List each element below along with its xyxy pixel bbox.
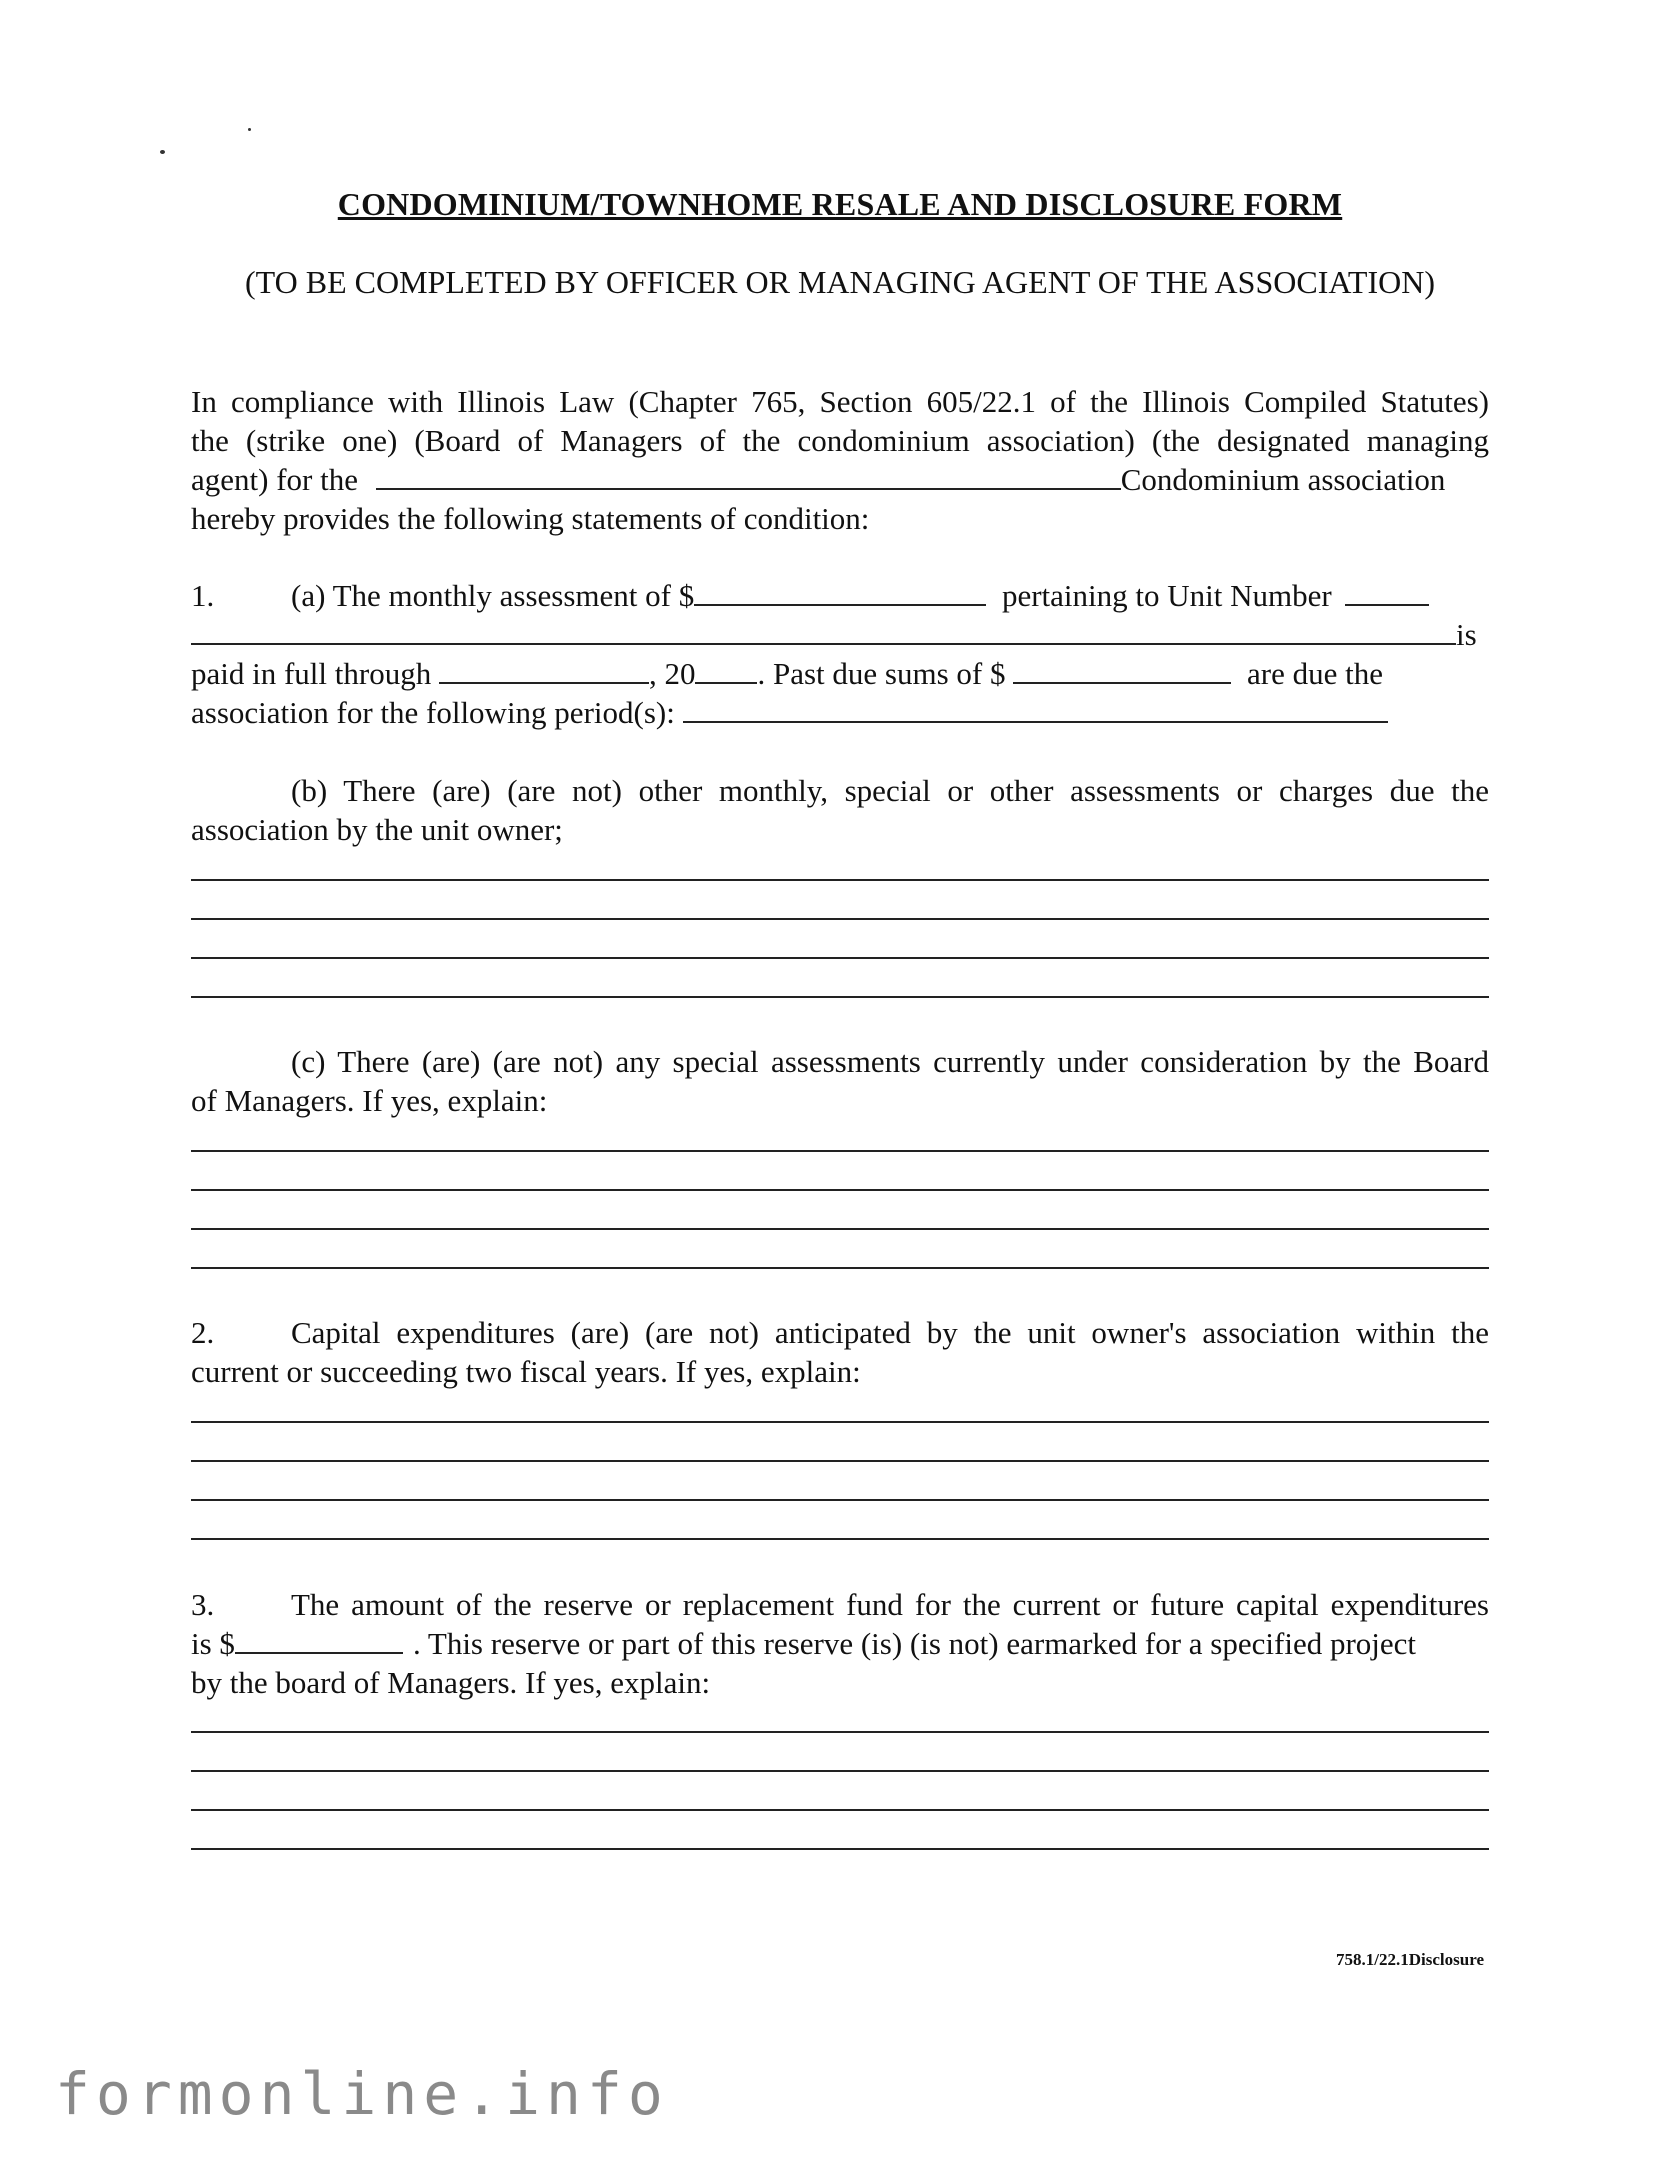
unit-description-field[interactable]: [191, 615, 1456, 645]
form-subtitle: (TO BE COMPLETED BY OFFICER OR MANAGING AGENT OF THE ASSOCIATION): [245, 264, 1435, 300]
item1-c-paragraph: [191, 1042, 1489, 1081]
item3-number: 3.: [191, 1587, 215, 1622]
item3-line-1: The amount of the reserve or replacement fund for the current or future capital expenditures: [291, 1587, 1489, 1622]
item2-explain-line-2[interactable]: [191, 1460, 1489, 1462]
item3-explain-line-4[interactable]: [191, 1848, 1489, 1850]
reserve-amount-field[interactable]: [235, 1624, 403, 1654]
intro-line-4: hereby provides the following statements of condition:: [191, 501, 870, 536]
item2-line-1: Capital expenditures (are) (are not) anticipated by the unit owner's association within the: [291, 1315, 1489, 1350]
item1-periods-line: association for the following period(s):: [191, 693, 1489, 732]
item1-a-line: 1. (a) The monthly assessment of $ pertaining to Unit Number: [191, 576, 1489, 615]
paid-through-field[interactable]: [439, 654, 649, 684]
intro-paragraph: [191, 382, 1489, 460]
scan-speck: [248, 128, 251, 131]
intro-line-3: agent) for the Condominium association: [191, 462, 1446, 497]
item2-number: 2.: [191, 1315, 215, 1350]
intro-line-1: In compliance with Illinois Law (Chapter 765, Section 605/22.1 of the Illinois Compiled Statutes): [191, 384, 1489, 419]
unit-number-field[interactable]: [1345, 576, 1429, 606]
monthly-assessment-field[interactable]: [694, 576, 986, 606]
item2-paragraph: [191, 1313, 1489, 1352]
item1-c-line-2: of Managers. If yes, explain:: [191, 1083, 548, 1118]
c-explain-line-4[interactable]: [191, 1267, 1489, 1269]
item3-paragraph: [191, 1585, 1489, 1624]
c-explain-line-3[interactable]: [191, 1228, 1489, 1230]
item2-line-2: current or succeeding two fiscal years. If yes, explain:: [191, 1354, 861, 1389]
periods-field[interactable]: [683, 693, 1388, 723]
c-explain-line-1[interactable]: [191, 1150, 1489, 1152]
item2-explain-line-3[interactable]: [191, 1499, 1489, 1501]
item3-explain-line-2[interactable]: [191, 1770, 1489, 1772]
item3-line-3: by the board of Managers. If yes, explain:: [191, 1665, 711, 1700]
b-explain-line-4[interactable]: [191, 996, 1489, 998]
association-name-field[interactable]: [376, 460, 1121, 490]
form-code: 758.1/22.1Disclosure: [1336, 1950, 1484, 1969]
c-explain-line-2[interactable]: [191, 1189, 1489, 1191]
past-due-field[interactable]: [1013, 654, 1231, 684]
item1-c-line-1: (c) There (are) (are not) any special assessments currently under consideration by the Board: [291, 1044, 1489, 1079]
item1-unit-line: is: [191, 615, 1489, 654]
item1-paid-line: paid in full through , 20 . Past due sums of $ are due the: [191, 656, 1383, 691]
b-explain-line-3[interactable]: [191, 957, 1489, 959]
item3-explain-line-1[interactable]: [191, 1731, 1489, 1733]
paid-year-field[interactable]: [695, 654, 757, 684]
b-explain-line-2[interactable]: [191, 918, 1489, 920]
watermark: formonline.info: [55, 2060, 669, 2128]
item2-explain-line-1[interactable]: [191, 1421, 1489, 1423]
intro-line-2: the (strike one) (Board of Managers of the condominium association) (the designated managing: [191, 423, 1489, 458]
item1-number: 1.: [191, 578, 215, 613]
form-title: CONDOMINIUM/TOWNHOME RESALE AND DISCLOSURE FORM: [337, 186, 1343, 222]
item1-b-line-1: (b) There (are) (are not) other monthly, special or other assessments or charges due the: [291, 773, 1489, 808]
item1-b-line-2: association by the unit owner;: [191, 812, 563, 847]
b-explain-line-1[interactable]: [191, 879, 1489, 881]
item3-explain-line-3[interactable]: [191, 1809, 1489, 1811]
item1-b-paragraph: [191, 771, 1489, 810]
item3-line-2: is $ . This reserve or part of this reserve (is) (is not) earmarked for a specified project: [191, 1626, 1417, 1661]
scan-speck: [160, 150, 165, 154]
item2-explain-line-4[interactable]: [191, 1538, 1489, 1540]
